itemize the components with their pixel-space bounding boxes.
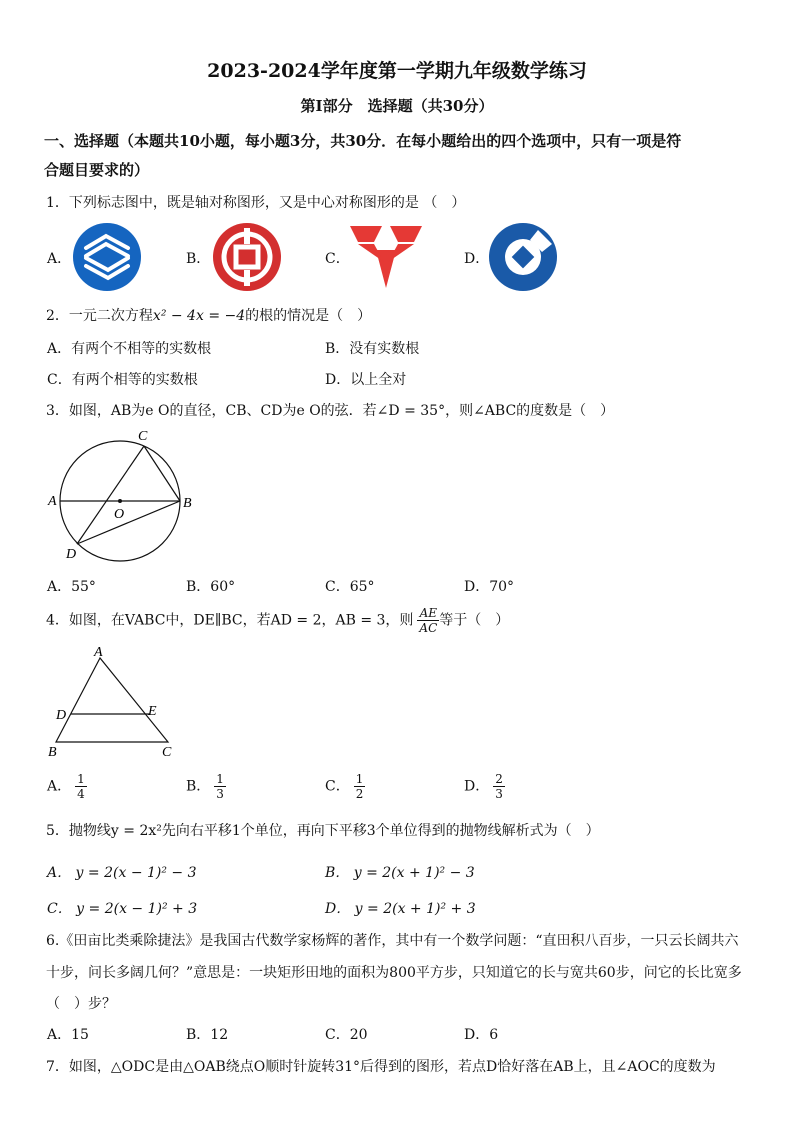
- q4-option-a-label: A．: [47, 778, 72, 795]
- q2-option-d: D．以上全对: [325, 372, 407, 388]
- q2-stem-b: 的根的情况是（ ）: [245, 308, 372, 324]
- q3-label-o: O: [114, 507, 125, 522]
- q3-option-d: D．70°: [464, 579, 515, 595]
- q4-label-a: A: [94, 645, 103, 660]
- q3-chord-cb: [144, 446, 180, 501]
- q3-option-a: A．55°: [47, 579, 96, 595]
- q4-fraction: [417, 606, 439, 635]
- section-heading-line1: 一、选择题（本题共10小题，每小题3分，共30分．在每小题给出的四个选项中，只有一项是符: [44, 132, 682, 150]
- q4-option-c-num: 1: [355, 772, 364, 786]
- q1-stem: 1．下列标志图中，既是轴对称图形，又是中心对称图形的是 （ ）: [46, 195, 466, 211]
- logo-d-icon: [488, 222, 558, 292]
- q3-chord-db: [77, 501, 180, 544]
- q5-option-d: D． y = 2(x + 1)² + 3: [325, 901, 476, 917]
- q2-equation: x² − 4x = −4: [152, 308, 246, 324]
- q6-option-d: D．6: [464, 1027, 499, 1043]
- q4-option-b-frac: [214, 772, 226, 801]
- q5-stem: 5．抛物线y = 2x²先向右平移1个单位，再向下平移3个单位得到的抛物线解析式为（ ）: [46, 823, 600, 839]
- q4-fraction-den: AC: [419, 621, 438, 635]
- q6-option-a: A．15: [47, 1027, 89, 1043]
- q4-triangle: [56, 658, 168, 742]
- q4-option-b-num: 1: [216, 772, 224, 786]
- q6-stem-line3: （ ）步？: [46, 996, 116, 1012]
- q6-option-b: B．12: [186, 1027, 229, 1043]
- q5-option-b: B． y = 2(x + 1)² − 3: [325, 865, 475, 881]
- q1-label-b: B．: [186, 251, 211, 267]
- q4-option-a-frac: [75, 772, 87, 801]
- q7-stem: 7．如图，△ODC是由△OAB绕点O顺时针旋转31°后得到的图形，若点D恰好落在AB上，且∠AOC的度数为: [46, 1059, 716, 1075]
- q3-center-dot: [118, 499, 122, 503]
- q4-option-b-label: B．: [186, 778, 211, 795]
- q6-stem-line1: 6.《田亩比类乘除捷法》是我国古代数学家杨辉的著作，其中有一个数学问题：“直田积八百步，一只云长阔共六: [46, 933, 739, 949]
- q1-label-c: C．: [325, 251, 350, 267]
- part-subtitle: 第Ⅰ部分 选择题（共30分）: [300, 97, 494, 115]
- q5-option-c: C． y = 2(x − 1)² + 3: [47, 901, 198, 917]
- q2-option-c: C．有两个相等的实数根: [47, 372, 198, 388]
- q4-option-a-num: 1: [77, 772, 85, 786]
- q4-option-b-den: 3: [216, 787, 224, 801]
- q2-stem: [46, 305, 371, 325]
- q4-option-c-label: C．: [325, 778, 350, 795]
- q4-label-d: D: [56, 708, 67, 723]
- q3-circle-figure: [44, 424, 204, 564]
- q4-fraction-num: AE: [417, 606, 439, 621]
- q1-label-a: A．: [47, 251, 72, 267]
- q3-option-c: C．65°: [325, 579, 375, 595]
- q6-stem-line2: 十步，问长多阔几何？”意思是：一块矩形田地的面积为800平方步，只知道它的长与宽共60步，问它的长比宽多: [46, 965, 742, 981]
- q4-option-d-num: 2: [495, 772, 503, 786]
- q4-stem-b: 等于（ ）: [439, 612, 510, 629]
- q1-label-d: D．: [464, 251, 490, 267]
- q4-label-c: C: [162, 745, 172, 760]
- q4-stem: [46, 606, 509, 635]
- q4-stem-a: 4．如图，在VABC中，DE∥BC，若AD = 2，AB = 3，则: [46, 612, 414, 629]
- q3-chord-cd: [77, 446, 144, 544]
- q3-stem: 3．如图，AB为e O的直径，CB、CD为e O的弦．若∠D = 35°，则∠ABC的度数是（ ）: [46, 403, 615, 419]
- q3-label-a: A: [48, 494, 57, 509]
- q4-option-c-frac: [354, 772, 366, 801]
- q4-option-d: [464, 772, 505, 801]
- q4-label-b: B: [48, 745, 57, 760]
- q2-option-a: A．有两个不相等的实数根: [47, 341, 212, 357]
- q2-stem-a: 2．一元二次方程: [46, 308, 153, 324]
- q2-option-b: B．没有实数根: [325, 341, 420, 357]
- logo-b-icon: [212, 222, 282, 292]
- logo-c-icon: [350, 226, 422, 290]
- page-title: 2023-2024学年度第一学期九年级数学练习: [207, 60, 587, 82]
- q4-option-a: [47, 772, 87, 801]
- q4-option-d-den: 3: [495, 787, 503, 801]
- q3-option-b: B．60°: [186, 579, 236, 595]
- q4-option-a-den: 4: [77, 787, 85, 801]
- logo-a-icon: [72, 222, 142, 292]
- q4-option-d-frac: [493, 772, 505, 801]
- q4-triangle-figure: [44, 642, 184, 760]
- q5-option-a: A． y = 2(x − 1)² − 3: [47, 865, 197, 881]
- q3-label-d: D: [66, 547, 77, 562]
- q3-label-b: B: [183, 496, 192, 511]
- q3-label-c: C: [138, 429, 148, 444]
- section-heading-line2: 合题目要求的）: [44, 161, 150, 179]
- q6-option-c: C．20: [325, 1027, 368, 1043]
- q4-option-c: [325, 772, 365, 801]
- q4-option-b: [186, 772, 226, 801]
- q4-option-c-den: 2: [355, 787, 364, 801]
- q4-option-d-label: D．: [464, 778, 490, 795]
- q4-label-e: E: [148, 704, 157, 719]
